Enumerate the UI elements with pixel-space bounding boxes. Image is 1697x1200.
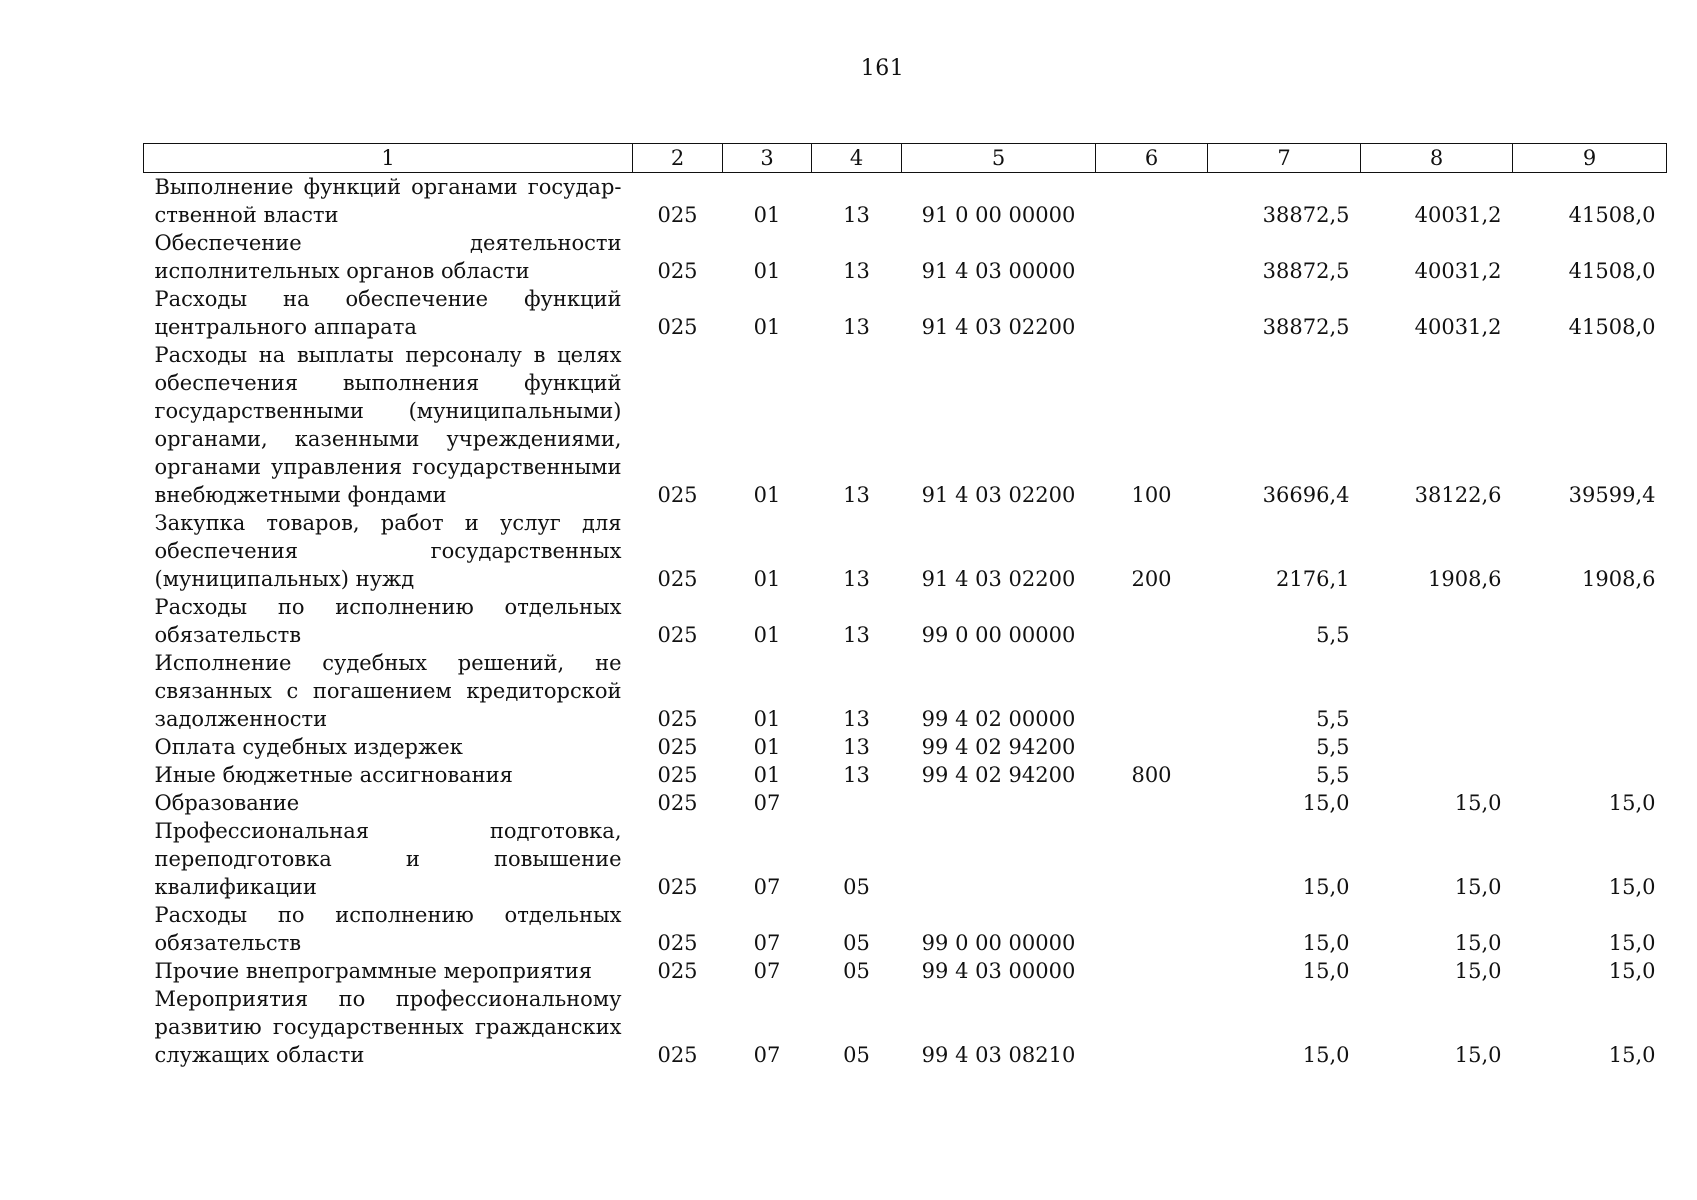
cell-col-3: 01 [753, 567, 781, 591]
cell-col-5 [902, 817, 1096, 901]
header-col-2: 2 [633, 144, 723, 173]
page-number: 161 [860, 56, 905, 81]
row-name: Мероприятия по профессиональному развитию государственных гражданских служащих области [154, 987, 622, 1067]
cell-col-4: 13 [843, 315, 870, 339]
header-col-9: 9 [1513, 144, 1667, 173]
header-col-4: 4 [812, 144, 902, 173]
cell-col-7: 5,5 [1316, 735, 1350, 759]
cell-col-4: 13 [843, 483, 870, 507]
cell-col-7: 38872,5 [1262, 203, 1350, 227]
cell-col-2: 025 [657, 567, 698, 591]
cell-col-3: 01 [753, 623, 781, 647]
cell-col-4: 05 [843, 959, 870, 983]
cell-col-6 [1096, 789, 1208, 817]
cell-col-8: 40031,2 [1414, 259, 1502, 283]
table-header [144, 144, 1667, 173]
row-name: Иные бюджетные ассигнования [154, 763, 513, 787]
cell-col-9: 15,0 [1608, 875, 1656, 899]
cell-col-8: 15,0 [1454, 931, 1502, 955]
cell-col-6 [1096, 649, 1208, 733]
cell-col-9: 41508,0 [1568, 315, 1656, 339]
cell-col-3: 07 [753, 959, 781, 983]
cell-col-6: 800 [1131, 763, 1172, 787]
cell-col-9: 41508,0 [1568, 203, 1656, 227]
cell-col-9 [1513, 733, 1667, 761]
cell-col-5: 99 4 03 08210 [921, 1043, 1076, 1067]
cell-col-8: 40031,2 [1414, 315, 1502, 339]
cell-col-4: 13 [843, 623, 870, 647]
cell-col-7: 15,0 [1302, 791, 1350, 815]
cell-col-9: 15,0 [1608, 931, 1656, 955]
cell-col-2: 025 [657, 791, 698, 815]
cell-col-3: 01 [753, 483, 781, 507]
table-row [144, 173, 1667, 230]
cell-col-3: 07 [753, 791, 781, 815]
cell-col-4: 05 [843, 1043, 870, 1067]
cell-col-2: 025 [657, 959, 698, 983]
cell-col-8 [1361, 649, 1513, 733]
cell-col-3: 07 [753, 875, 781, 899]
cell-col-7: 15,0 [1302, 875, 1350, 899]
header-col-7: 7 [1208, 144, 1361, 173]
header-col-8: 8 [1361, 144, 1513, 173]
cell-col-3: 01 [753, 707, 781, 731]
cell-col-3: 01 [753, 203, 781, 227]
table-row [144, 649, 1667, 733]
cell-col-8: 40031,2 [1414, 203, 1502, 227]
row-name: Образование [154, 791, 300, 815]
cell-col-9 [1513, 649, 1667, 733]
cell-col-5: 91 4 03 02200 [921, 315, 1076, 339]
table-row [144, 761, 1667, 789]
cell-col-2: 025 [657, 931, 698, 955]
cell-col-7: 5,5 [1316, 623, 1350, 647]
cell-col-6 [1096, 285, 1208, 341]
row-name: Расходы по исполнению отдельных обязательств [154, 903, 622, 955]
header-col-5: 5 [902, 144, 1096, 173]
table-row [144, 817, 1667, 901]
cell-col-7: 2176,1 [1276, 567, 1350, 591]
cell-col-7: 15,0 [1302, 931, 1350, 955]
cell-col-6 [1096, 901, 1208, 957]
cell-col-3: 07 [753, 1043, 781, 1067]
cell-col-3: 01 [753, 315, 781, 339]
row-name: Обеспечение деятельности исполнительных органов области [154, 231, 622, 283]
cell-col-4: 05 [843, 875, 870, 899]
cell-col-4: 13 [843, 203, 870, 227]
cell-col-6 [1096, 817, 1208, 901]
cell-col-2: 025 [657, 315, 698, 339]
cell-col-4: 13 [843, 735, 870, 759]
header-col-6: 6 [1096, 144, 1208, 173]
row-name: Прочие внепрограммные мероприятия [154, 959, 593, 983]
header-row [144, 144, 1667, 173]
cell-col-2: 025 [657, 875, 698, 899]
table-row [144, 285, 1667, 341]
row-name: Расходы по исполнению отдельных обязательств [154, 595, 622, 647]
cell-col-7: 5,5 [1316, 707, 1350, 731]
table-row [144, 341, 1667, 509]
cell-col-6: 100 [1131, 483, 1172, 507]
cell-col-6: 200 [1131, 567, 1172, 591]
cell-col-8 [1361, 761, 1513, 789]
cell-col-8 [1361, 593, 1513, 649]
cell-col-4: 13 [843, 707, 870, 731]
row-name: Исполнение судебных решений, не связанных с погашением кредиторской задолженности [154, 651, 622, 731]
cell-col-9 [1513, 593, 1667, 649]
cell-col-6 [1096, 593, 1208, 649]
budget-table [143, 143, 1667, 1069]
cell-col-9: 41508,0 [1568, 259, 1656, 283]
cell-col-7: 38872,5 [1262, 259, 1350, 283]
cell-col-3: 01 [753, 735, 781, 759]
cell-col-9 [1513, 761, 1667, 789]
cell-col-6 [1096, 229, 1208, 285]
cell-col-8 [1361, 733, 1513, 761]
row-name: Расходы на обеспечение функций центрального аппарата [154, 287, 622, 339]
cell-col-4: 13 [843, 259, 870, 283]
cell-col-9: 15,0 [1608, 1043, 1656, 1067]
row-name: Профессиональная подготовка, переподготовка и повышение квалификации [154, 819, 622, 899]
cell-col-7: 36696,4 [1262, 483, 1350, 507]
cell-col-8: 15,0 [1454, 875, 1502, 899]
cell-col-6 [1096, 173, 1208, 230]
cell-col-8: 15,0 [1454, 791, 1502, 815]
cell-col-9: 15,0 [1608, 791, 1656, 815]
cell-col-9: 39599,4 [1568, 483, 1656, 507]
cell-col-5: 99 4 02 94200 [921, 735, 1076, 759]
cell-col-6 [1096, 733, 1208, 761]
cell-col-3: 01 [753, 259, 781, 283]
table-row [144, 229, 1667, 285]
cell-col-8: 15,0 [1454, 1043, 1502, 1067]
cell-col-2: 025 [657, 259, 698, 283]
cell-col-5: 91 0 00 00000 [921, 203, 1076, 227]
cell-col-8: 15,0 [1454, 959, 1502, 983]
cell-col-7: 38872,5 [1262, 315, 1350, 339]
row-name: Закупка товаров, работ и услуг для обеспечения государственных (муниципальных) нужд [154, 511, 622, 591]
row-name: Расходы на выплаты персоналу в целях обеспечения выполнения функций государственными (муниципальными) органами, казенными учреждениями, органами управления государственными внебюджетными фондами [154, 343, 622, 507]
cell-col-2: 025 [657, 1043, 698, 1067]
cell-col-5: 99 0 00 00000 [921, 931, 1076, 955]
cell-col-2: 025 [657, 203, 698, 227]
cell-col-6 [1096, 985, 1208, 1069]
cell-col-5: 99 4 02 94200 [921, 763, 1076, 787]
table-row [144, 985, 1667, 1069]
cell-col-3: 07 [753, 931, 781, 955]
header-col-3: 3 [723, 144, 812, 173]
table-row [144, 733, 1667, 761]
table-row [144, 901, 1667, 957]
cell-col-5: 91 4 03 02200 [921, 483, 1076, 507]
cell-col-4: 13 [843, 763, 870, 787]
cell-col-3: 01 [753, 763, 781, 787]
cell-col-5: 91 4 03 00000 [921, 259, 1076, 283]
cell-col-5: 99 4 02 00000 [921, 707, 1076, 731]
cell-col-8: 1908,6 [1428, 567, 1502, 591]
cell-col-2: 025 [657, 707, 698, 731]
header-col-1: 1 [144, 144, 633, 173]
cell-col-4: 13 [843, 567, 870, 591]
table-row [144, 593, 1667, 649]
cell-col-5 [902, 789, 1096, 817]
cell-col-2: 025 [657, 763, 698, 787]
cell-col-7: 15,0 [1302, 959, 1350, 983]
row-name: Оплата судебных издержек [154, 735, 463, 759]
cell-col-5: 99 4 03 00000 [921, 959, 1076, 983]
table-row [144, 789, 1667, 817]
table-row [144, 957, 1667, 985]
cell-col-9: 1908,6 [1582, 567, 1656, 591]
table-body [144, 173, 1667, 1070]
row-name: Выполнение функций органами государственной власти [154, 175, 622, 227]
cell-col-2: 025 [657, 623, 698, 647]
cell-col-2: 025 [657, 735, 698, 759]
cell-col-9: 15,0 [1608, 959, 1656, 983]
cell-col-5: 99 0 00 00000 [921, 623, 1076, 647]
cell-col-8: 38122,6 [1414, 483, 1502, 507]
table-row [144, 509, 1667, 593]
cell-col-7: 15,0 [1302, 1043, 1350, 1067]
cell-col-5: 91 4 03 02200 [921, 567, 1076, 591]
cell-col-4 [812, 789, 902, 817]
cell-col-6 [1096, 957, 1208, 985]
cell-col-4: 05 [843, 931, 870, 955]
cell-col-7: 5,5 [1316, 763, 1350, 787]
cell-col-2: 025 [657, 483, 698, 507]
